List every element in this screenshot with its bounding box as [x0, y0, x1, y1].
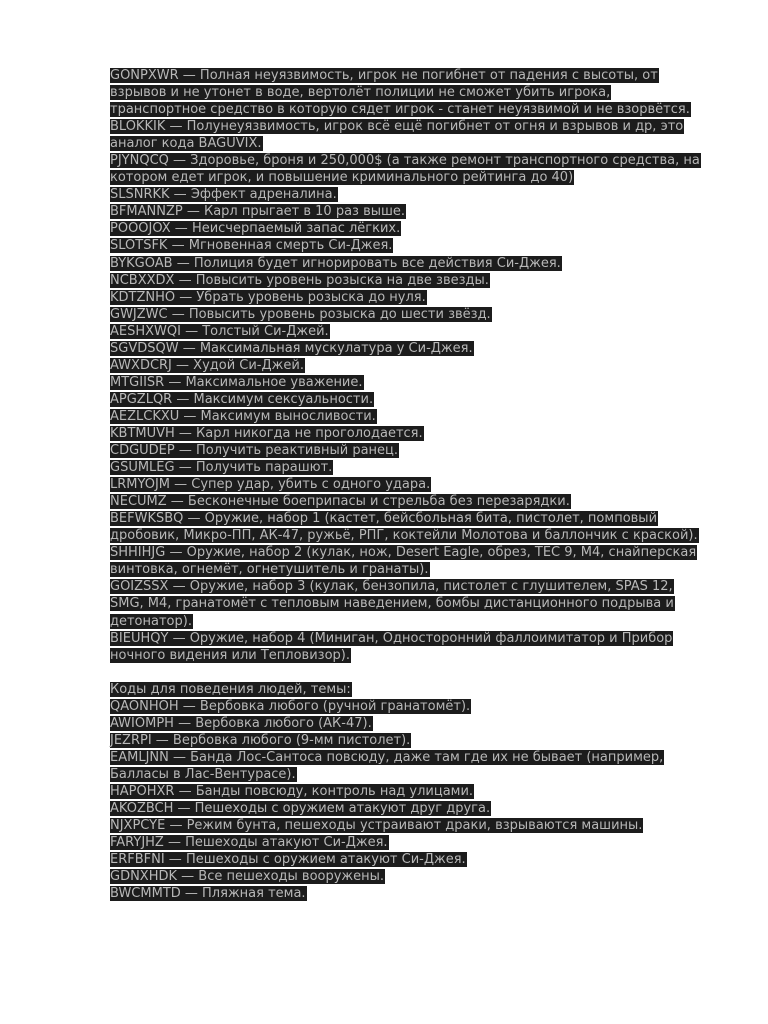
cheat-entry: BIEUHQY — Оружие, набор 4 (Миниган, Односторонний фаллоимитатор и Прибор ночного видения или Тепловизор).	[110, 630, 673, 663]
cheat-entry: QAONHOH — Вербовка любого (ручной гранатомёт).	[110, 698, 471, 714]
cheat-entry: BFMANNZP — Карл прыгает в 10 раз выше.	[110, 204, 406, 220]
cheat-entry: JEZRPI — Вербовка любого (9-мм пистолет).	[110, 732, 411, 748]
cheat-list	[110, 67, 710, 664]
cheat-entry: KDTZNHO — Убрать уровень розыска до нуля.	[110, 289, 426, 305]
cheat-entry: NECUMZ — Бесконечные боеприпасы и стрельба без перезарядки.	[110, 494, 570, 510]
cheat-entry: NCBXXDX — Повысить уровень розыска на две звезды.	[110, 272, 489, 288]
cheat-entry: BEFWKSBQ — Оружие, набор 1 (кастет, бейсбольная бита, пистолет, помповый дробовик, Микро-ПП, АК-47, ружьё, РПГ, коктейли Молотова и баллончик с краской).	[110, 511, 698, 544]
people-section	[110, 681, 710, 903]
cheat-entry: SLSNRKK — Эффект адреналина.	[110, 187, 337, 203]
cheat-entry: SHHIHJG — Оружие, набор 2 (кулак, нож, Desert Eagle, обрез, TEC 9, M4, снайперская винтовка, огнемёт, огнетушитель и гранаты).	[110, 545, 697, 578]
cheat-entry: LRMYOJM — Супер удар, убить с одного удара.	[110, 477, 431, 493]
cheat-entry: GOIZSSX — Оружие, набор 3 (кулак, бензопила, пистолет с глушителем, SPAS 12, SMG, M4, гранатомёт с тепловым наведением, бомбы дистанционного подрыва и детонатор).	[110, 579, 674, 629]
cheat-entry: AWXDCRJ — Худой Си-Джей.	[110, 357, 304, 373]
cheat-entry: GWJZWC — Повысить уровень розыска до шести звёзд.	[110, 306, 491, 322]
cheat-entry: APGZLQR — Максимум сексуальности.	[110, 391, 374, 407]
cheat-entry: BYKGOAB — Полиция будет игнорировать все действия Си-Джея.	[110, 255, 561, 271]
section-heading: Коды для поведения людей, темы:	[110, 681, 351, 697]
cheat-entry: MTGIISR — Максимальное уважение.	[110, 374, 363, 390]
cheat-entry: GDNXHDK — Все пешеходы вооружены.	[110, 869, 385, 885]
cheat-entry: CDGUDEP — Получить реактивный ранец.	[110, 443, 399, 459]
cheat-entry: BWCMMTD — Пляжная тема.	[110, 886, 306, 902]
cheat-entry: AKOZBCH — Пешеходы с оружием атакуют друг друга.	[110, 800, 491, 816]
cheat-entry: POOOJOX — Неисчерпаемый запас лёгких.	[110, 221, 401, 237]
cheat-entry: SGVDSQW — Максимальная мускулатура у Си-Джея.	[110, 340, 473, 356]
cheat-entry: HAPOHXR — Банды повсюду, контроль над улицами.	[110, 783, 474, 799]
cheat-entry: AWIOMPH — Вербовка любого (АК-47).	[110, 715, 372, 731]
cheat-entry: EAMLJNN — Банда Лос-Сантоса повсюду, даже там где их не бывает (например, Балласы в Лас-Вентурасе).	[110, 749, 664, 782]
cheat-entry: GSUMLEG — Получить парашют.	[110, 460, 333, 476]
cheat-entry: AESHXWQI — Толстый Си-Джей.	[110, 323, 329, 339]
cheat-entry: SLOTSFK — Мгновенная смерть Си-Джея.	[110, 238, 393, 254]
cheat-entry: NJXPCYE — Режим бунта, пешеходы устраивают драки, взрываются машины.	[110, 818, 643, 834]
cheat-entry: AEZLCKXU — Максимум выносливости.	[110, 408, 376, 424]
cheat-entry: BLOKKIK — Полунеуязвимость, игрок всё ещё погибнет от огня и взрывов и др, это аналог кода BAGUVIX.	[110, 119, 684, 152]
cheat-entry: KBTMUVH — Карл никогда не проголодается.	[110, 425, 423, 441]
cheat-entry: FARYJHZ — Пешеходы атакуют Си-Джея.	[110, 835, 388, 851]
section-spacer	[110, 664, 710, 681]
document-page	[110, 67, 710, 902]
cheat-entry: ERFBFNI — Пешеходы с оружием атакуют Си-Джея.	[110, 852, 466, 868]
cheat-entry: GONPXWR — Полная неуязвимость, игрок не погибнет от падения с высоты, от взрывов и не утонет в воде, вертолёт полиции не сможет убить игрока, транспортное средство в которую сядет игрок - станет неуязвимой и не взорвётся.	[110, 68, 690, 118]
cheat-entry: PJYNQCQ — Здоровье, броня и 250,000$ (а также ремонт транспортного средства, на котором едет игрок, и повышение криминального рейтинга до 40)	[110, 153, 700, 186]
